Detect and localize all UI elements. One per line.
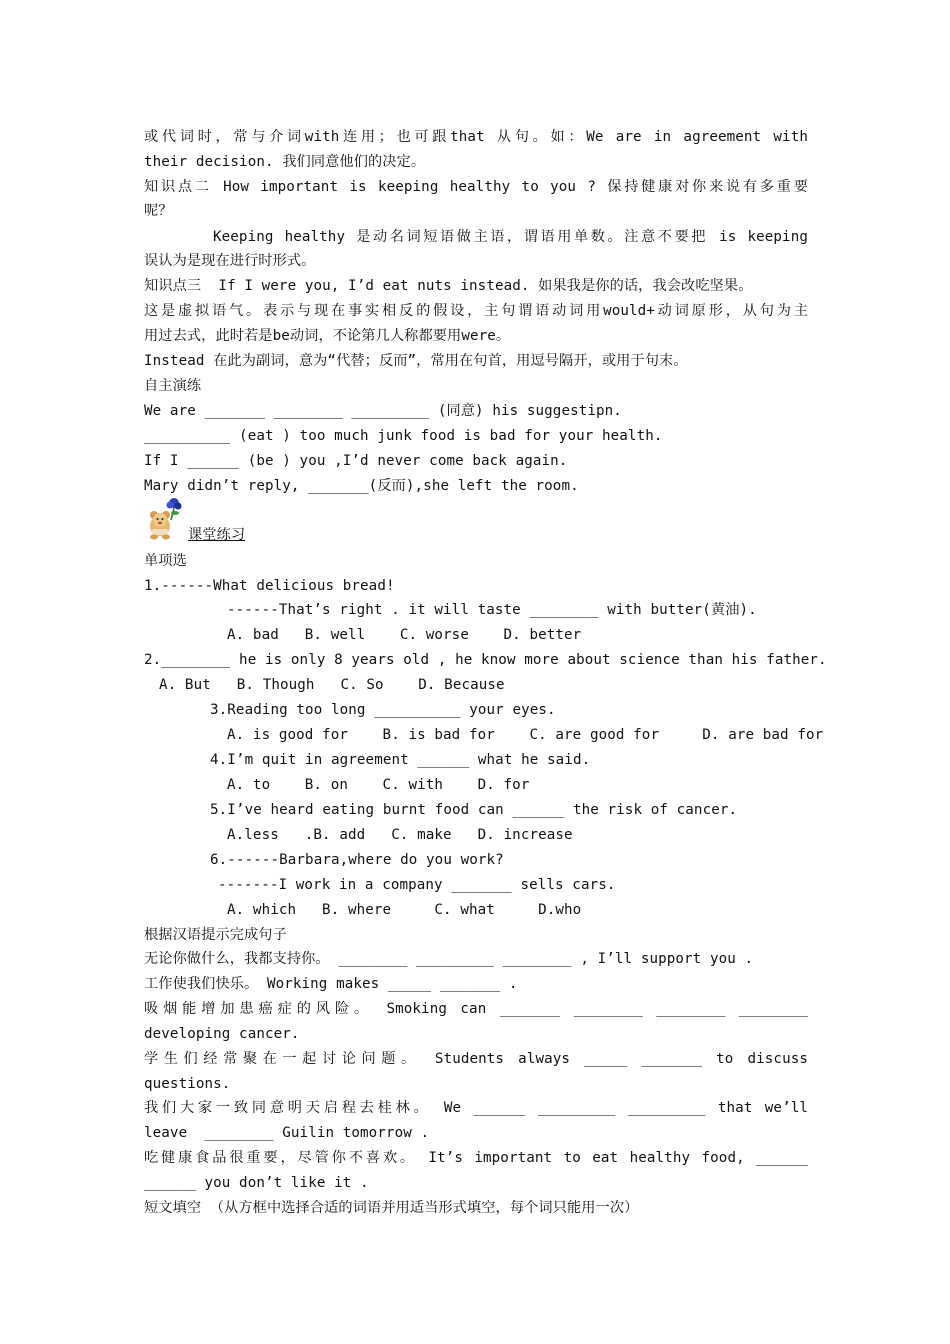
question-line: -------I work in a company _______ sells cars. [218,877,616,893]
section-heading: 单项选 [144,553,187,569]
question-line: 3.Reading too long __________ your eyes. [210,702,556,718]
text-line: 呢？ [144,203,173,219]
answer-options: A. to B. on C. with D. for [227,777,530,793]
exercise-line: __________ (eat ) too much junk food is bad for your health. [144,428,663,444]
text-line: their decision. 我们同意他们的决定。 [144,154,426,170]
translation-line: 吸烟能增加患癌症的风险。 Smoking can _______ ________ ________ ________ [144,1001,808,1017]
mascot-icon [146,496,186,540]
question-line: 6.------Barbara,where do you work? [210,852,504,868]
question-line: 2.________ he is only 8 years old , he know more about science than his father. [144,652,827,668]
text-line: 这是虚拟语气。表示与现在事实相反的假设，主句谓语动词用would+动词原形，从句为主 [144,303,808,319]
knowledge-point-3-heading: 知识点三 If I were you, I’d eat nuts instead. 如果我是你的话，我会改吃坚果。 [144,278,753,294]
translation-line: 工作使我们快乐。 Working makes _____ _______ . [144,976,518,992]
section-heading: 根据汉语提示完成句子 [144,927,287,943]
exercise-line: If I ______ (be ) you ,I’d never come back again. [144,453,568,469]
text-line: Instead 在此为副词，意为“代替；反而”，常用在句首，用逗号隔开，或用于句末。 [144,353,688,369]
translation-line: 吃健康食品很重要，尽管你不喜欢。 It’s important to eat healthy food, ______ [144,1150,808,1166]
translation-line: developing cancer. [144,1026,300,1042]
text-line: 用过去式，此时若是be动词，不论第几人称都要用were。 [144,328,511,344]
knowledge-point-2-heading: 知识点二 How important is keeping healthy to you ? 保持健康对你来说有多重要 [144,179,808,195]
answer-options: A. is good for B. is bad for C. are good for D. are bad for [227,727,824,743]
translation-line: questions. [144,1076,231,1092]
question-line: ------That’s right . it will taste ________ with butter(黄油). [227,602,757,618]
question-line: 1.------What delicious bread! [144,578,395,594]
text-line: Keeping healthy 是动名词短语做主语，谓语用单数。注意不要把 is keeping [213,229,808,245]
section-heading: 短文填空 （从方框中选择合适的词语并用适当形式填空，每个词只能用一次） [144,1200,639,1216]
question-line: 4.I’m quit in agreement ______ what he said. [210,752,591,768]
question-line: 5.I’ve heard eating burnt food can ______ the risk of cancer. [210,802,738,818]
answer-options: A. which B. where C. what D.who [227,902,582,918]
translation-line: 学生们经常聚在一起讨论问题。 Students always _____ _______ to discuss [144,1051,808,1067]
translation-line: ______ you don’t like it . [144,1175,369,1191]
translation-line: 我们大家一致同意明天启程去桂林。 We ______ _________ _________ that we’ll [144,1100,808,1116]
section-heading: 自主演练 [144,378,202,394]
answer-options: A.less .B. add C. make D. increase [227,827,573,843]
exercise-line: We are _______ ________ _________ (同意) his suggestipn. [144,403,622,419]
translation-line: leave ________ Guilin tomorrow . [144,1125,430,1141]
answer-options: A. bad B. well C. worse D. better [227,627,582,643]
exercise-line: Mary didn’t reply, _______(反而),she left the room. [144,478,579,494]
translation-line: 无论你做什么，我都支持你。 ________ _________ ________ , I’ll support you . [144,951,754,967]
answer-options: A. But B. Though C. So D. Because [159,677,505,693]
classroom-practice-heading: 课堂练习 [188,527,246,543]
text-line: 误认为是现在进行时形式。 [144,253,316,269]
text-line: 或代词时，常与介词with连用；也可跟that 从句。如：We are in agreement with [144,129,808,145]
